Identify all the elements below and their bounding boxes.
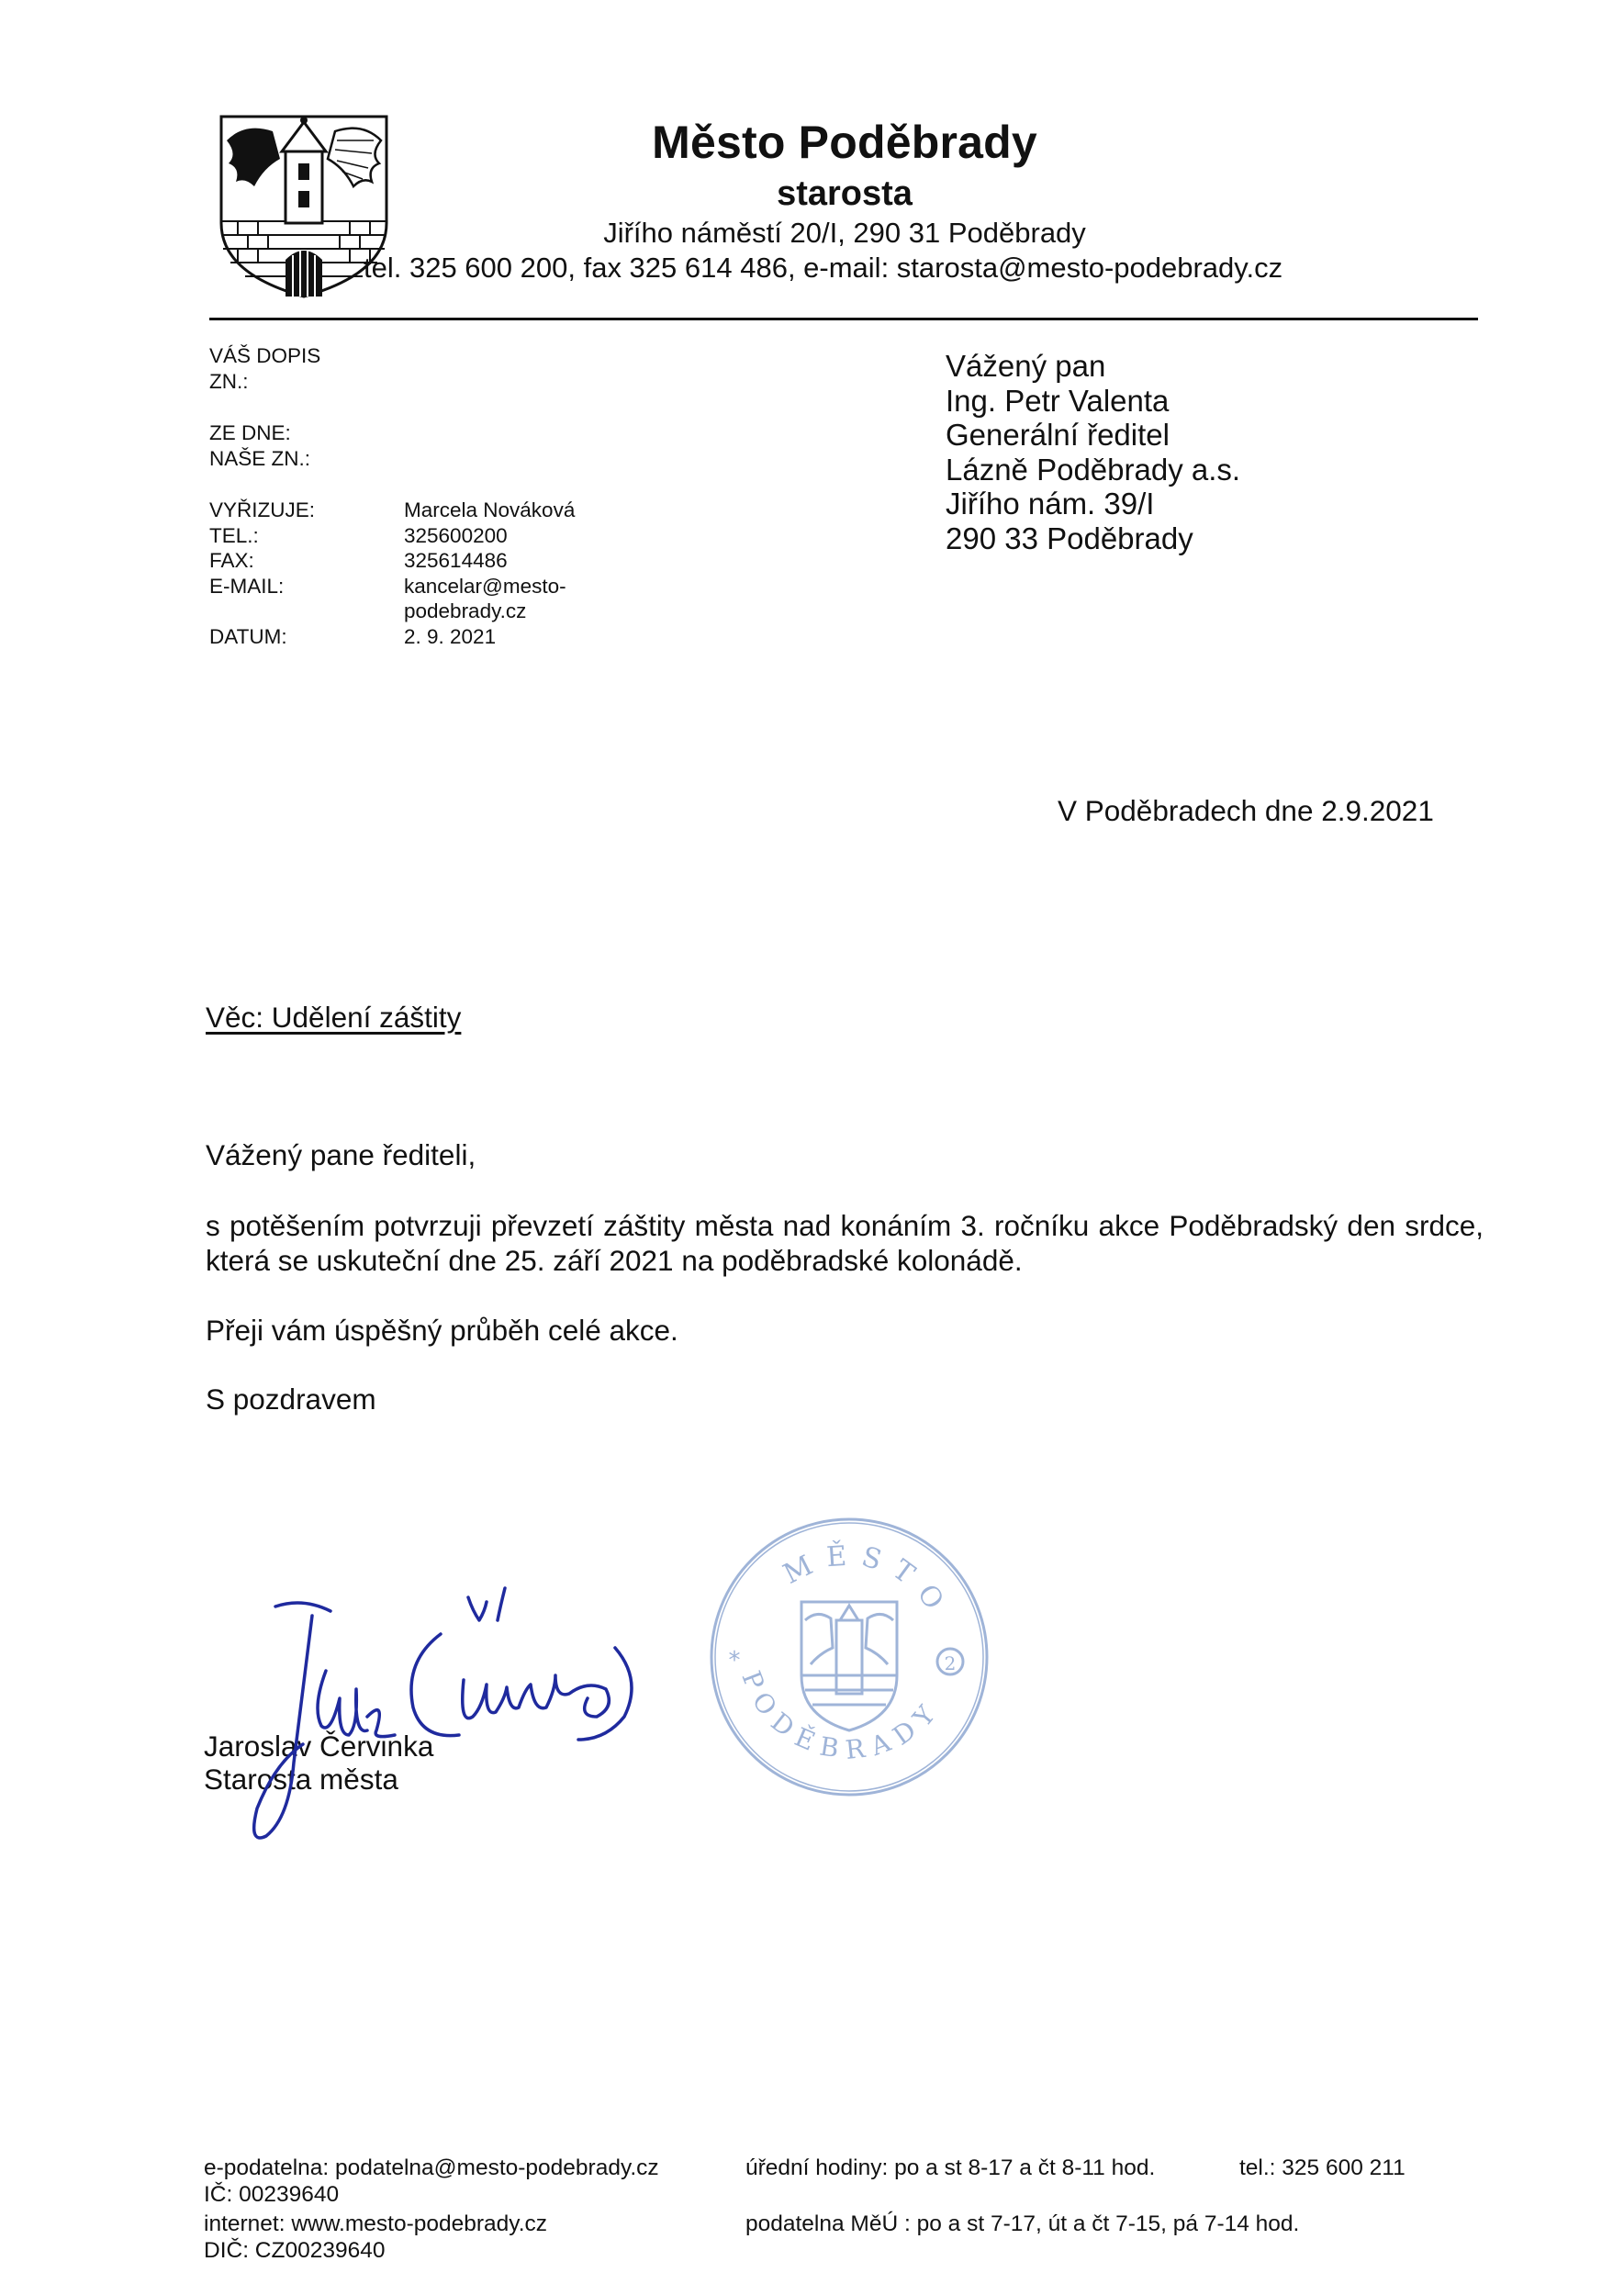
stamp-star-icon: * [728,1647,741,1674]
stamp-bottom-text: PODĚBRADY [735,1666,947,1765]
letter-wish: Přeji vám úspěšný průběh celé akce. [206,1314,678,1347]
ref-fax-value: 325614486 [404,549,508,572]
letter-subject: Věc: Udělení záštity [206,1001,462,1034]
letter-body-paragraph: s potěšením potvrzuji převzetí záštity města nad konáním 3. ročníku akce Poděbradský den srdce, která se uskuteční dne 25. září 2021 na poděbradské kolonádě. [206,1209,1484,1277]
signer-name: Jaroslav Červinka [204,1730,434,1763]
footer-tel: tel.: 325 600 211 [1239,2155,1406,2180]
ref-vas-dopis-label: VÁŠ DOPIS [209,344,321,367]
handwritten-signature [239,1579,670,1854]
header-divider [209,318,1478,320]
footer-epodatelna: e-podatelna: podatelna@mesto-podebrady.cz [204,2155,659,2180]
signer-title: Starosta města [204,1763,398,1796]
sender-contact: tel. 325 600 200, fax 325 614 486, e-mail: starosta@mesto-podebrady.cz [364,252,1283,284]
ref-email-value-line1: kancelar@mesto- [404,575,566,598]
ref-datum-label: DATUM: [209,625,287,648]
recipient-line: 290 33 Poděbrady [946,521,1193,555]
place-and-date: V Poděbradech dne 2.9.2021 [1058,794,1434,827]
ref-ze-dne-label: ZE DNE: [209,421,291,444]
footer-office-hours: úřední hodiny: po a st 8-17 a čt 8-11 hod. [745,2155,1156,2180]
recipient-line: Lázně Poděbrady a.s. [946,452,1241,487]
recipient-line: Jiřího nám. 39/I [946,487,1155,521]
ref-email-label: E-MAIL: [209,575,285,598]
recipient-line: Generální ředitel [946,418,1170,452]
footer-internet: internet: www.mesto-podebrady.cz [204,2211,548,2236]
recipient-address-block [946,349,1240,555]
ref-datum-value: 2. 9. 2021 [404,625,497,648]
ref-email-value-line2: podebrady.cz [404,599,527,622]
ref-zn-label: ZN.: [209,370,249,393]
svg-text:MĚSTO [778,1539,957,1626]
ref-fax-label: FAX: [209,549,254,572]
footer-ic: IČ: 00239640 [204,2182,340,2207]
recipient-line: Vážený pan [946,349,1106,383]
city-stamp-seal [702,1510,996,1804]
ref-tel-label: TEL.: [209,524,259,547]
letter-closing: S pozdravem [206,1383,376,1416]
stamp-top-text: MĚSTO [778,1539,958,1627]
svg-text:PODĚBRADY [735,1667,946,1765]
footer-dic: DIČ: CZ00239640 [204,2238,386,2263]
ref-vyrizuje-label: VYŘIZUJE: [209,498,316,521]
letter-salutation: Vážený pane řediteli, [206,1138,476,1171]
ref-vyrizuje-value: Marcela Nováková [404,498,576,521]
document-title: Město Poděbrady [652,117,1037,168]
sender-address: Jiřího náměstí 20/I, 290 31 Poděbrady [603,217,1086,249]
ref-nase-zn-label: NAŠE ZN.: [209,447,311,470]
document-subtitle: starosta [777,174,913,213]
footer-podatelna-hours: podatelna MěÚ : po a st 7-17, út a čt 7-15, pá 7-14 hod. [745,2211,1300,2236]
stamp-number: 2 [944,1652,957,1674]
ref-tel-value: 325600200 [404,524,508,547]
recipient-line: Ing. Petr Valenta [946,383,1170,418]
